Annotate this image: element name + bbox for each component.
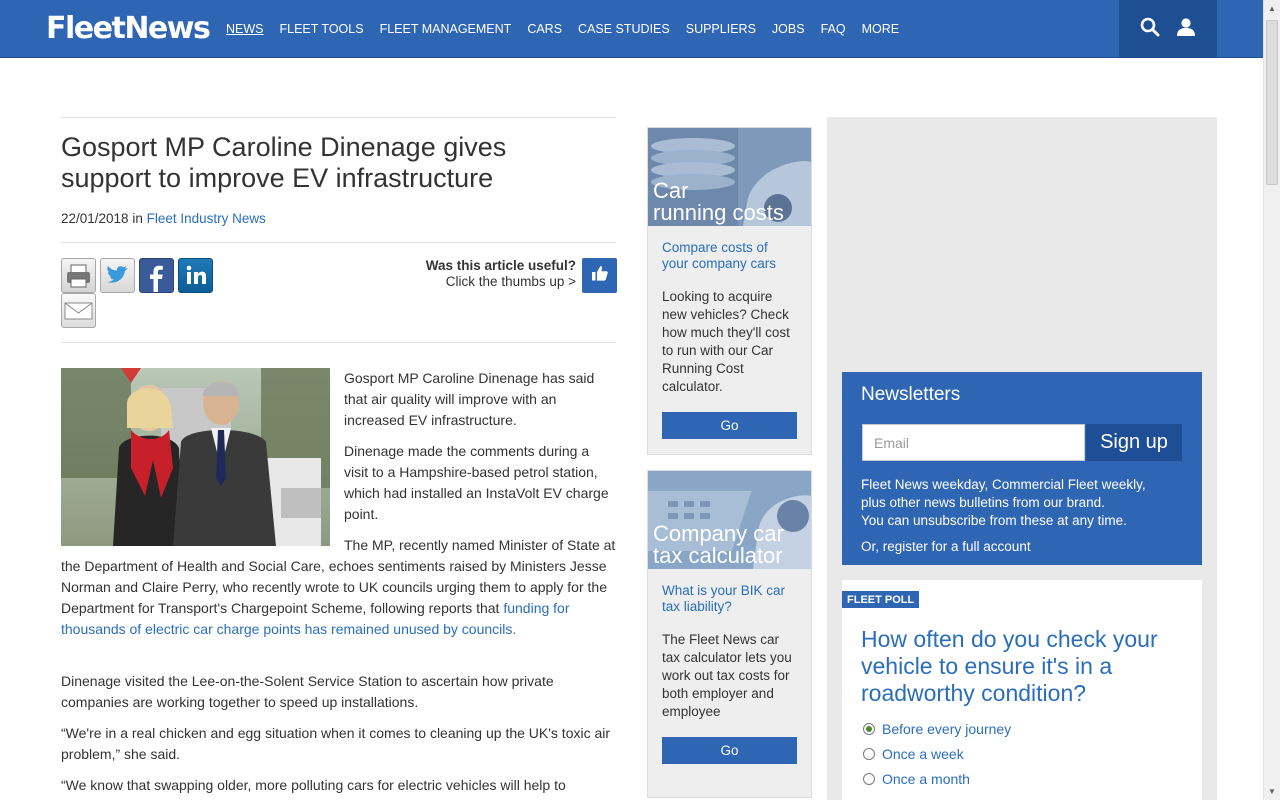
register-full-account-link[interactable]: Or, register for a full account (861, 539, 1031, 554)
paragraph-3-text: The MP, recently named Minister of State at the Department of Health and Social Care, echoes sentiments raised by Ministers Jesse Norman and Claire Perry, who recently wrote to UK councils urging them to apply for the Department for Transport's Chargepoint Scheme, following reports that (61, 537, 616, 616)
divider (61, 242, 616, 243)
sign-up-button[interactable]: Sign up (1086, 424, 1182, 461)
newsletter-text-line3: You can unsubscribe from these at any time. (861, 513, 1127, 528)
promo-caption (653, 180, 784, 224)
nav-item-faq[interactable]: FAQ (820, 22, 846, 36)
scroll-down-icon[interactable]: ▼ (1268, 787, 1276, 796)
poll-option-label[interactable]: Before every journey (882, 721, 1012, 737)
poll-option[interactable] (863, 721, 1011, 737)
promo-company-car-tax (647, 470, 812, 798)
article-title: Gosport MP Caroline Dinenage gives support to improve EV infrastructure (61, 132, 507, 193)
poll-question: How often do you check your vehicle to ensure it's in a roadworthy condition? (861, 626, 1158, 706)
email-icon[interactable] (61, 293, 96, 328)
article-paragraph-5: “We're in a real chicken and egg situation when it comes to cleaning up the UK's toxic air problem,” she said. (61, 725, 611, 762)
newsletter-title: Newsletters (861, 384, 961, 405)
promo-description: The Fleet News car tax calculator lets you work out tax costs for both employer and employee (662, 632, 792, 719)
promo-caption (653, 523, 784, 567)
page-scrollbar[interactable] (1263, 0, 1280, 800)
search-icon[interactable] (1140, 17, 1160, 42)
fleetnews-logo[interactable] (46, 12, 209, 46)
article-category-link[interactable]: Fleet Industry News (146, 211, 266, 226)
radio-button[interactable] (863, 748, 875, 760)
company-car-tax-go-button[interactable]: Go (662, 737, 797, 764)
article-paragraph-1: Gosport MP Caroline Dinenage has said that air quality will improve with an increased EV infrastructure. (344, 370, 595, 428)
article-paragraph-4: Dinenage visited the Lee-on-the-Solent Service Station to ascertain how private companies are working together to speed up installations. (61, 673, 554, 710)
radio-button-checked[interactable] (863, 723, 875, 735)
article-photo (61, 368, 330, 546)
compare-costs-link[interactable]: Compare costs of your company cars (662, 240, 777, 271)
logo-news-text: News (124, 11, 210, 46)
scroll-up-icon[interactable]: ▲ (1268, 4, 1276, 13)
divider (61, 342, 616, 343)
email-field[interactable]: Email (862, 424, 1085, 461)
article-paragraph-2: Dinenage made the comments during a visit to a Hampshire-based petrol station, which had installed an InstaVolt EV charge point. (344, 443, 609, 522)
header-tools (1119, 0, 1217, 58)
main-nav (226, 0, 915, 58)
nav-item-more[interactable]: MORE (861, 22, 900, 36)
promo-image-company-car-tax[interactable] (648, 471, 811, 569)
promo-image-car-running-costs[interactable] (648, 128, 811, 226)
poll-option[interactable] (863, 771, 970, 787)
nav-item-news[interactable]: NEWS (226, 22, 264, 36)
newsletter-signup (842, 372, 1202, 565)
promo-caption-line2: tax calculator (653, 543, 783, 568)
logo-fleet-text: Fleet (46, 11, 125, 46)
linkedin-icon[interactable] (178, 258, 213, 293)
thumbs-up-icon (591, 264, 609, 287)
top-navigation-bar (0, 0, 1263, 58)
poll-option-label[interactable]: Once a month (882, 771, 970, 787)
article-in-label: in (132, 211, 143, 226)
article-paragraph-6: “We know that swapping older, more polluting cars for electric vehicles will help to (61, 777, 566, 793)
funding-unused-link[interactable]: funding for thousands of electric car charge points has remained unused by councils. (61, 600, 570, 637)
twitter-icon[interactable] (100, 258, 135, 293)
car-running-costs-go-button[interactable]: Go (662, 412, 797, 439)
print-icon[interactable] (61, 258, 96, 293)
promo-caption-line1: Company car (653, 521, 784, 546)
poll-badge: FLEET POLL (842, 591, 919, 608)
nav-item-fleet-tools[interactable]: FLEET TOOLS (279, 22, 364, 36)
nav-item-fleet-management[interactable]: FLEET MANAGEMENT (379, 22, 512, 36)
article-date: 22/01/2018 (61, 211, 129, 226)
newsletter-description (861, 476, 1191, 530)
useful-question: Was this article useful? (425, 258, 576, 273)
facebook-icon[interactable] (139, 258, 174, 293)
promo-caption-line2: running costs (653, 200, 784, 225)
promo-caption-line1: Car (653, 178, 689, 203)
promo-car-running-costs (647, 127, 812, 455)
poll-option[interactable] (863, 746, 964, 762)
scrollbar-thumb[interactable] (1266, 20, 1278, 185)
newsletter-text-line1: Fleet News weekday, Commercial Fleet weekly, (861, 477, 1146, 492)
nav-item-suppliers[interactable]: SUPPLIERS (685, 22, 756, 36)
newsletter-text-line2: plus other news bulletins from our brand. (861, 495, 1105, 510)
promo-description: Looking to acquire new vehicles? Check how much they'll cost to run with our Car Running Cost calculator. (662, 289, 790, 394)
user-icon[interactable] (1176, 17, 1196, 42)
fleet-poll (842, 580, 1202, 800)
poll-option-label[interactable]: Once a week (882, 746, 964, 762)
article-paragraph-3-text (61, 535, 616, 640)
thumbs-up-button[interactable] (582, 258, 617, 293)
bik-tax-liability-link[interactable]: What is your BIK car tax liability? (662, 583, 786, 614)
article-useful-prompt (390, 258, 576, 290)
nav-item-jobs[interactable]: JOBS (771, 22, 805, 36)
radio-button[interactable] (863, 773, 875, 785)
nav-item-cars[interactable]: CARS (527, 22, 563, 36)
divider (61, 117, 616, 118)
article-meta (61, 211, 266, 226)
useful-cta: Click the thumbs up > (445, 274, 576, 289)
nav-item-case-studies[interactable]: CASE STUDIES (578, 22, 670, 36)
